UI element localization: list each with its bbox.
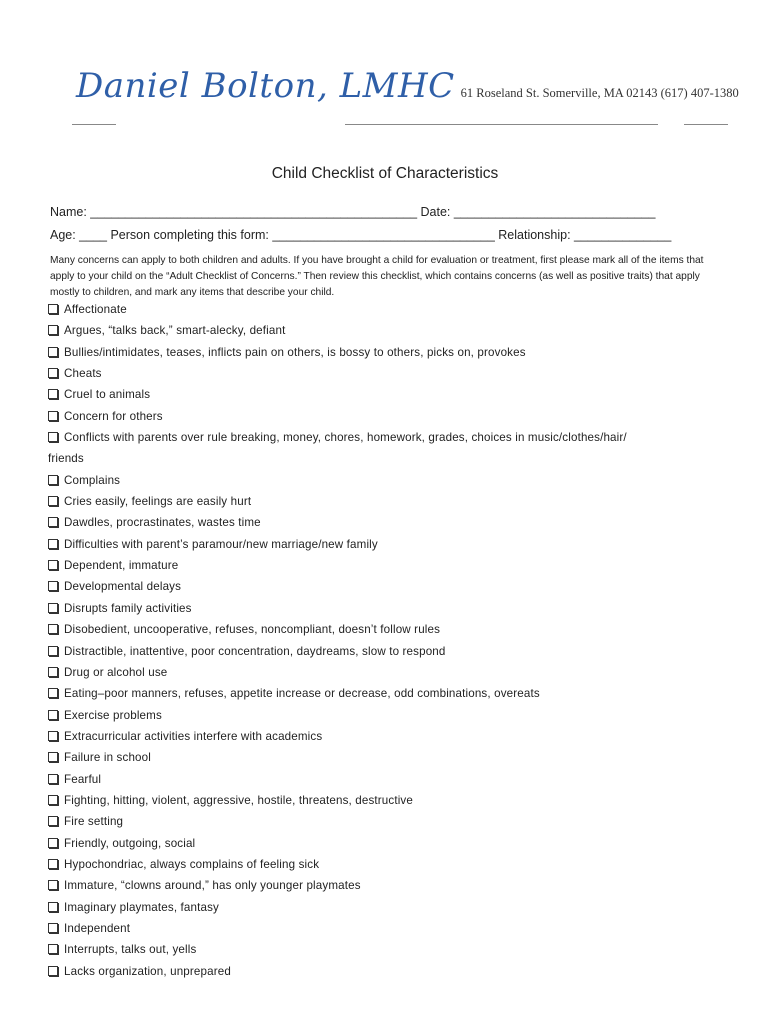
checklist-item-label: Failure in school: [64, 751, 151, 765]
checklist-item-label: Fighting, hitting, violent, aggressive, hostile, threatens, destructive: [64, 793, 413, 807]
checklist-item: [48, 705, 718, 726]
checkbox[interactable]: [48, 880, 58, 890]
checklist-item: [48, 875, 718, 896]
checklist-item: [48, 769, 718, 790]
checklist-item-label: Imaginary playmates, fantasy: [64, 900, 219, 914]
letterhead: [76, 66, 739, 106]
checklist-item: [48, 939, 718, 960]
checklist-item: [48, 363, 718, 384]
checkbox[interactable]: [48, 560, 58, 570]
checkbox[interactable]: [48, 432, 58, 442]
checklist-item: [48, 790, 718, 811]
checklist-item-label: Cheats: [64, 367, 102, 381]
checkbox[interactable]: [48, 496, 58, 506]
age-relationship-field[interactable]: Age: ____ Person completing this form: ________________________________ Relationship: ______________: [50, 228, 672, 242]
header-rule-left: [72, 124, 116, 125]
checklist-item-label: Independent: [64, 921, 131, 935]
checklist-item-label: Friendly, outgoing, social: [64, 836, 196, 850]
checklist-item-label: Extracurricular activities interfere with academics: [64, 729, 323, 743]
instructions-paragraph: Many concerns can apply to both children and adults. If you have brought a child for evaluation or treatment, first please mark all of the items that apply to your child on the “Adult Checklist of Concerns.” Then review this checklist, which contains concerns (as well as positive traits) that apply mostly to children, and mark any items that describe your child.: [50, 255, 704, 298]
checklist-item-label: Disrupts family activities: [64, 601, 192, 615]
checklist-item-label: Distractible, inattentive, poor concentration, daydreams, slow to respond: [64, 644, 446, 658]
checklist-item-label: Argues, “talks back,” smart-alecky, defiant: [64, 324, 286, 338]
checklist-item-label: Conflicts with parents over rule breaking, money, chores, homework, grades, choices in music/clothes/hair/: [64, 431, 627, 445]
checkbox[interactable]: [48, 368, 58, 378]
checkbox[interactable]: [48, 838, 58, 848]
checkbox[interactable]: [48, 389, 58, 399]
checkbox[interactable]: [48, 411, 58, 421]
checklist-item: [48, 320, 718, 341]
checklist-item-label: Cruel to animals: [64, 388, 151, 402]
checklist-item: [48, 384, 718, 405]
checklist-item: [48, 342, 718, 363]
form-title: Child Checklist of Characteristics: [271, 165, 499, 182]
checkbox[interactable]: [48, 304, 58, 314]
checkbox[interactable]: [48, 710, 58, 720]
checkbox[interactable]: [48, 923, 58, 933]
checklist-item: [48, 854, 718, 875]
checklist-item-label: Dawdles, procrastinates, wastes time: [64, 516, 261, 530]
checklist-item-label: friends: [48, 452, 84, 466]
checklist-item-label: Concern for others: [64, 409, 163, 423]
checklist-item: [48, 406, 718, 427]
checklist-item: [48, 555, 718, 576]
checkbox[interactable]: [48, 475, 58, 485]
checkbox[interactable]: [48, 624, 58, 634]
checkbox[interactable]: [48, 667, 58, 677]
name-date-field[interactable]: Name: _______________________________________________ Date: _____________________________: [50, 205, 656, 219]
checklist-item: [48, 512, 718, 533]
checkbox[interactable]: [48, 347, 58, 357]
checklist-item-label: Fire setting: [64, 815, 124, 829]
checklist-item-label: Difficulties with parent’s paramour/new marriage/new family: [64, 537, 378, 551]
checklist-item: [48, 427, 718, 448]
checkbox[interactable]: [48, 859, 58, 869]
checklist-item-label: Interrupts, talks out, yells: [64, 943, 197, 957]
header-rule-middle: [345, 124, 658, 125]
checkbox[interactable]: [48, 752, 58, 762]
practitioner-name: Daniel Bolton, LMHC: [76, 66, 455, 106]
practitioner-address: 61 Roseland St. Somerville, MA 02143 (617) 407-1380: [460, 86, 739, 100]
checkbox[interactable]: [48, 688, 58, 698]
checklist-item: [48, 470, 718, 491]
checklist-item: [48, 576, 718, 597]
header-rule-right: [684, 124, 728, 125]
checkbox[interactable]: [48, 816, 58, 826]
checkbox[interactable]: [48, 646, 58, 656]
checklist-item-label: Dependent, immature: [64, 559, 179, 573]
checklist-item: [48, 683, 718, 704]
characteristics-checklist: [48, 299, 718, 982]
checklist-item-label: Drug or alcohol use: [64, 665, 168, 679]
checklist-item-label: Lacks organization, unprepared: [64, 964, 231, 978]
checkbox[interactable]: [48, 517, 58, 527]
checklist-item-label: Immature, “clowns around,” has only younger playmates: [64, 879, 361, 893]
checklist-item-label: Eating–poor manners, refuses, appetite increase or decrease, odd combinations, overeats: [64, 687, 540, 701]
checkbox[interactable]: [48, 944, 58, 954]
checklist-item: [48, 726, 718, 747]
checkbox[interactable]: [48, 731, 58, 741]
checklist-item: [48, 833, 718, 854]
checklist-item-label: Complains: [64, 473, 121, 487]
checklist-item: [48, 662, 718, 683]
checklist-item: [48, 811, 718, 832]
checklist-item: [48, 747, 718, 768]
checklist-item: [48, 619, 718, 640]
checklist-item: [48, 641, 718, 662]
checklist-item: [48, 897, 718, 918]
checkbox[interactable]: [48, 603, 58, 613]
checkbox[interactable]: [48, 539, 58, 549]
checklist-item-label: Bullies/intimidates, teases, inflicts pain on others, is bossy to others, picks on, provokes: [64, 345, 526, 359]
checklist-item-label: Fearful: [64, 772, 102, 786]
checklist-item-label: Exercise problems: [64, 708, 162, 722]
checkbox[interactable]: [48, 902, 58, 912]
checkbox[interactable]: [48, 774, 58, 784]
checklist-item-label: Disobedient, uncooperative, refuses, noncompliant, doesn’t follow rules: [64, 623, 441, 637]
checklist-item: [48, 491, 718, 512]
checkbox[interactable]: [48, 581, 58, 591]
checklist-item: [48, 961, 718, 982]
checklist-item-label: Cries easily, feelings are easily hurt: [64, 495, 252, 509]
checklist-item: [48, 299, 718, 320]
checklist-item: [48, 918, 718, 939]
checkbox[interactable]: [48, 966, 58, 976]
checkbox[interactable]: [48, 325, 58, 335]
checklist-item-label: Affectionate: [64, 303, 127, 316]
checkbox[interactable]: [48, 795, 58, 805]
checklist-item: [48, 448, 718, 469]
checklist-item-label: Developmental delays: [64, 580, 182, 594]
checklist-item: [48, 534, 718, 555]
checklist-item: [48, 598, 718, 619]
checklist-item-label: Hypochondriac, always complains of feeling sick: [64, 857, 320, 871]
